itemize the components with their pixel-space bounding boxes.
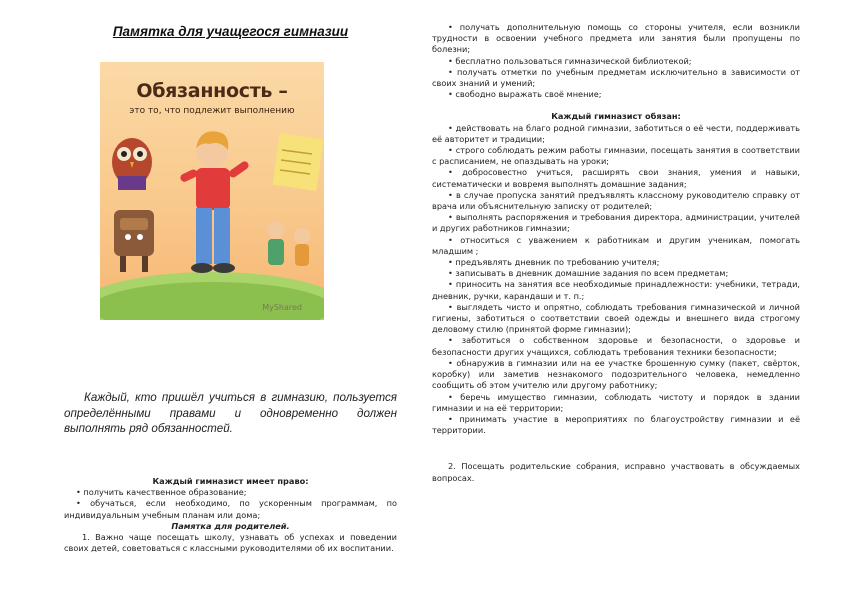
rights-heading: Каждый гимназист имеет право: [152,476,309,486]
duty-item: • добросовестно учиться, расширять свои знания, умения и навыки, систематически и вовремя выполнять домашние задания; [432,167,800,189]
duty-item: • в случае пропуска занятий предъявлять классному руководителю справку от врача или объяснительную записку от родителей; [432,189,800,212]
duty-item: • приносить на занятия все необходимые принадлежности: учебники, тетради, дневник, ручки, карандаши и т. п.; [432,279,800,301]
poster-title: Обязанность – [136,80,288,102]
parents-item: 1. Важно чаще посещать школу, узнавать об успехах и поведении своих детей, советоваться с классными руководителями об их воспитании. [64,532,397,554]
owl-teacher-figure [112,138,152,190]
rights-item: • свободно выражать своё мнение; [448,89,602,100]
duty-item: • относиться с уважением к работникам и другим ученикам, помогать младшим ; [432,234,800,256]
duty-item: • предъявлять дневник по требованию учителя; [448,257,660,268]
poster-subtitle: это то, что подлежит выполнению [129,106,295,116]
backpack-character-figure [114,210,154,272]
duty-item: • записывать в дневник домашние задания по всем предметам; [448,268,729,279]
page-title: Памятка для учащегося гимназии [112,24,349,39]
duty-item: • заботиться о собственном здоровье и безопасности, о здоровье и безопасности других учащихся, соблюдать требования техники безопасности; [432,335,800,357]
watermark-label: MyShared [262,303,302,312]
rights-section [64,476,397,554]
main-boy-figure [179,131,250,273]
duty-item: • беречь имущество гимназии, соблюдать чистоту и порядок в здании гимназии и на её территории; [432,391,800,413]
notebook-panel [273,133,324,191]
rights-item: • бесплатно пользоваться гимназической библиотекой; [448,55,692,66]
parents-item: 2. Посещать родительские собрания, исправно участвовать в обсуждаемых вопросах. [432,461,800,483]
rights-item: • получить качественное образование; [76,487,247,498]
right-text-block [432,22,800,484]
duty-item: • действовать на благо родной гимназии, заботиться о её чести, поддерживать её авторитет и традиции; [432,122,800,144]
duty-item: • строго соблюдать режим работы гимназии, посещать занятия в соответствии с расписанием, не опаздывать на уроки; [432,145,800,167]
parents-heading: Памятка для родителей. [171,520,290,531]
duty-item: • выполнять распоряжения и требования директора, администрации, учителей и других работников гимназии; [432,212,800,234]
rights-item: • получать дополнительную помощь со стороны учителя, если возникли трудности в освоении учебного предмета или занятия были пропущены по болезни; [432,22,800,55]
intro-paragraph: Каждый, кто пришёл учиться в гимназию, пользуется определёнными правами и одновременно должен выполнять ряд обязанностей. [64,391,397,435]
duty-item: • выглядеть чисто и опрятно, соблюдать требования гимназической и личной гигиены, заботиться о соответствии своей одежды и внешнего вида строгому деловому стилю (принятой форме гимназии); [432,301,800,335]
right-column [432,0,800,595]
duty-poster-illustration [100,62,324,320]
duty-item: • принимать участие в мероприятиях по благоустройству гимназии и её территории. [432,413,800,436]
duty-item: • обнаружив в гимназии или на ее участке брошенную сумку (пакет, свёрток, коробку) или заметив незнакомого подозрительного человека, немедленно сообщить об этом учителю или другому работнику; [432,357,800,391]
small-children-figures [267,221,310,266]
duties-heading: Каждый гимназист обязан: [551,111,681,122]
rights-item: • получать отметки по учебным предметам исключительно в зависимости от своих знаний и умений; [432,66,800,89]
left-column [64,0,397,595]
rights-item: • обучаться, если необходимо, по ускоренным программам, по индивидуальным учебным планам или дома; [64,498,397,520]
